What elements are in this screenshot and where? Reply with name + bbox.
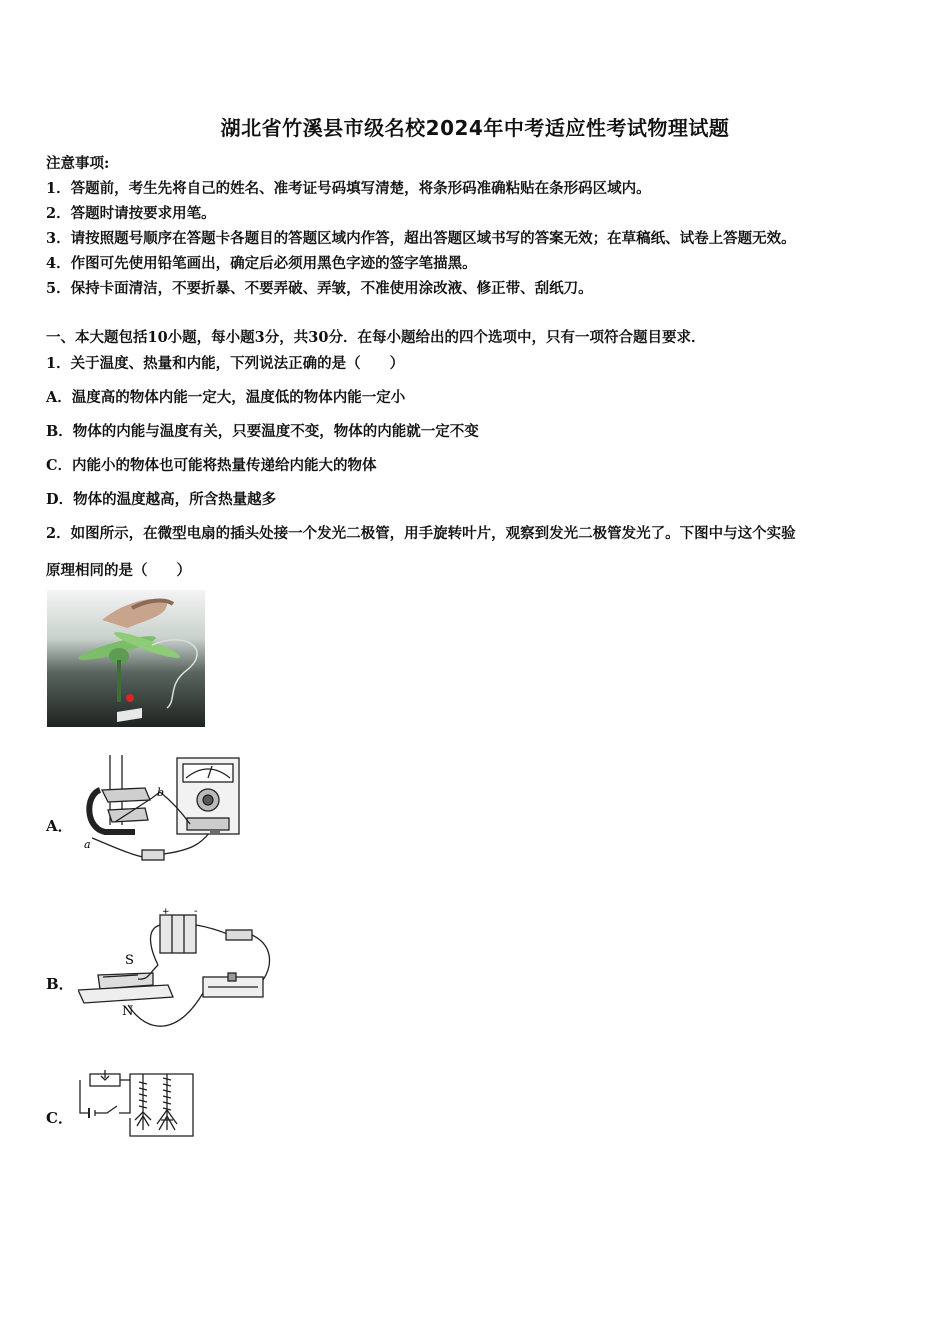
notice-item-3: 3．请按照题号顺序在答题卡各题目的答题区域内作答，超出答题区域书写的答案无效；在草稿纸、试卷上答题无效。 (46, 230, 796, 247)
notice-item-5: 5．保持卡面清洁，不要折暴、不要弄破、弄皱，不准使用涂改液、修正带、刮纸刀。 (46, 280, 593, 297)
label-n: N (122, 1004, 134, 1019)
notice-item-2: 2．答题时请按要求用笔。 (46, 205, 216, 222)
notice-item-4: 4．作图可先使用铅笔画出，确定后必须用黑色字迹的签字笔描黑。 (46, 255, 477, 272)
document-title: 湖北省竹溪县市级名校2024年中考适应性考试物理试题 (220, 116, 730, 140)
q2-option-a-label: A． (46, 817, 73, 835)
label-plus: + (162, 907, 170, 917)
fan-led-photo (47, 590, 205, 727)
q1-option-d: D．物体的温度越高，所含热量越多 (46, 491, 277, 508)
label-s: S (125, 953, 134, 968)
q2-option-c-label: C． (46, 1109, 73, 1127)
q2-stem-line2: 原理相同的是（ ） (46, 562, 191, 579)
notice-heading: 注意事项: (46, 155, 110, 172)
option-b-figure (78, 905, 278, 1035)
q2-stem-line1: 2．如图所示，在微型电扇的插头处接一个发光二极管，用手旋转叶片，观察到发光二极管发光了。下图中与这个实验 (46, 525, 796, 542)
section-heading: 一、本大题包括10小题，每小题3分，共30分．在每小题给出的四个选项中，只有一项符合题目要求． (46, 329, 706, 346)
notice-item-1: 1．答题前，考生先将自己的姓名、准考证号码填写清楚，将条形码准确粘贴在条形码区域内。 (46, 180, 651, 197)
q1-option-b: B．物体的内能与温度有关，只要温度不变，物体的内能就一定不变 (46, 423, 479, 440)
label-a: a (84, 838, 91, 851)
label-minus: - (194, 906, 198, 917)
option-c-figure (75, 1068, 200, 1140)
q1-option-c: C．内能小的物体也可能将热量传递给内能大的物体 (46, 457, 377, 474)
q1-option-a: A．温度高的物体内能一定大，温度低的物体内能一定小 (46, 389, 406, 406)
label-b: b (157, 786, 165, 799)
q2-option-b-label: B． (46, 975, 74, 993)
option-a-figure (80, 750, 252, 874)
q1-stem: 1．关于温度、热量和内能，下列说法正确的是（ ） (46, 355, 405, 372)
